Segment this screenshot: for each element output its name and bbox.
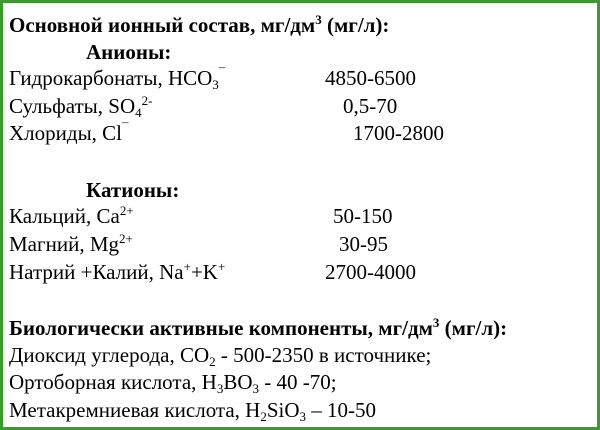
bio-row-orthoboric-acid bbox=[9, 370, 337, 394]
bio-mid: BO bbox=[223, 370, 253, 394]
cations-heading: Катионы: bbox=[86, 178, 180, 202]
bio-sub2: 3 bbox=[299, 409, 307, 424]
anion-sup: ¯ bbox=[218, 65, 226, 80]
title-text: Основной ионный состав, мг/дм bbox=[9, 13, 316, 37]
anions-heading: Анионы: bbox=[86, 40, 172, 64]
bio-post: – 10-50 bbox=[306, 398, 377, 422]
title-sup: 3 bbox=[315, 12, 322, 27]
anion-row-chloride bbox=[9, 121, 129, 145]
cation-value-sodium-potassium: 2700-4000 bbox=[325, 260, 416, 284]
bio-pre: Ортоборная кислота, H bbox=[9, 370, 217, 394]
cation-sup: + bbox=[183, 259, 191, 274]
anion-name: Гидрокарбонаты, HCO bbox=[9, 66, 213, 90]
bio-pre: Диоксид углерода, CO bbox=[9, 343, 210, 367]
anion-name: Хлориды, Cl bbox=[9, 121, 123, 145]
cation-value-calcium: 50-150 bbox=[333, 204, 393, 228]
anion-sup: ¯ bbox=[122, 120, 129, 135]
anion-sub: 4 bbox=[135, 105, 142, 120]
cation-name: Кальций, Ca bbox=[9, 204, 120, 228]
cation-sup-k: + bbox=[217, 259, 226, 274]
anion-value-chloride: 1700-2800 bbox=[353, 121, 444, 145]
cation-sup: 2+ bbox=[119, 203, 134, 218]
anion-row-bicarbonate bbox=[9, 66, 225, 90]
bio-sub: 3 bbox=[216, 381, 224, 396]
cation-name: Магний, Mg bbox=[9, 232, 119, 256]
cation-name: Натрий +Калий, Na bbox=[9, 260, 184, 284]
bio-mid: SiO bbox=[266, 398, 300, 422]
bio-title-sup: 3 bbox=[432, 315, 440, 330]
bio-sub: 2 bbox=[209, 354, 216, 369]
bio-sub2: 3 bbox=[252, 381, 260, 396]
anion-value-bicarbonate: 4850-6500 bbox=[325, 66, 416, 90]
bio-sub: 2 bbox=[260, 409, 267, 424]
cation-name-k: +K bbox=[190, 260, 218, 284]
bio-post: - 500-2350 в источнике; bbox=[215, 343, 432, 367]
anion-sub: 3 bbox=[212, 77, 219, 92]
anion-name: Сульфаты, SO bbox=[9, 94, 136, 118]
bio-title-text: Биологически активные компоненты, мг/дм bbox=[9, 316, 433, 340]
bio-row-carbon-dioxide bbox=[9, 343, 431, 367]
cation-row-calcium bbox=[9, 204, 134, 228]
cation-sup: 2+ bbox=[119, 231, 133, 246]
cation-value-magnesium: 30-95 bbox=[339, 232, 388, 256]
bio-components-title bbox=[9, 316, 507, 340]
bio-post: - 40 -70; bbox=[259, 370, 337, 394]
bio-title-tail: (мг/л): bbox=[439, 316, 508, 340]
anion-sup: 2- bbox=[141, 93, 153, 108]
ion-composition-title bbox=[9, 13, 389, 37]
title-tail: (мг/л): bbox=[321, 13, 390, 37]
bio-pre: Метакремниевая кислота, H bbox=[9, 398, 261, 422]
cation-row-sodium-potassium bbox=[9, 260, 225, 284]
anion-value-sulfate: 0,5-70 bbox=[343, 94, 398, 118]
bio-row-metasilicic-acid bbox=[9, 398, 376, 422]
anion-row-sulfate bbox=[9, 94, 152, 118]
cation-row-magnesium bbox=[9, 232, 133, 256]
